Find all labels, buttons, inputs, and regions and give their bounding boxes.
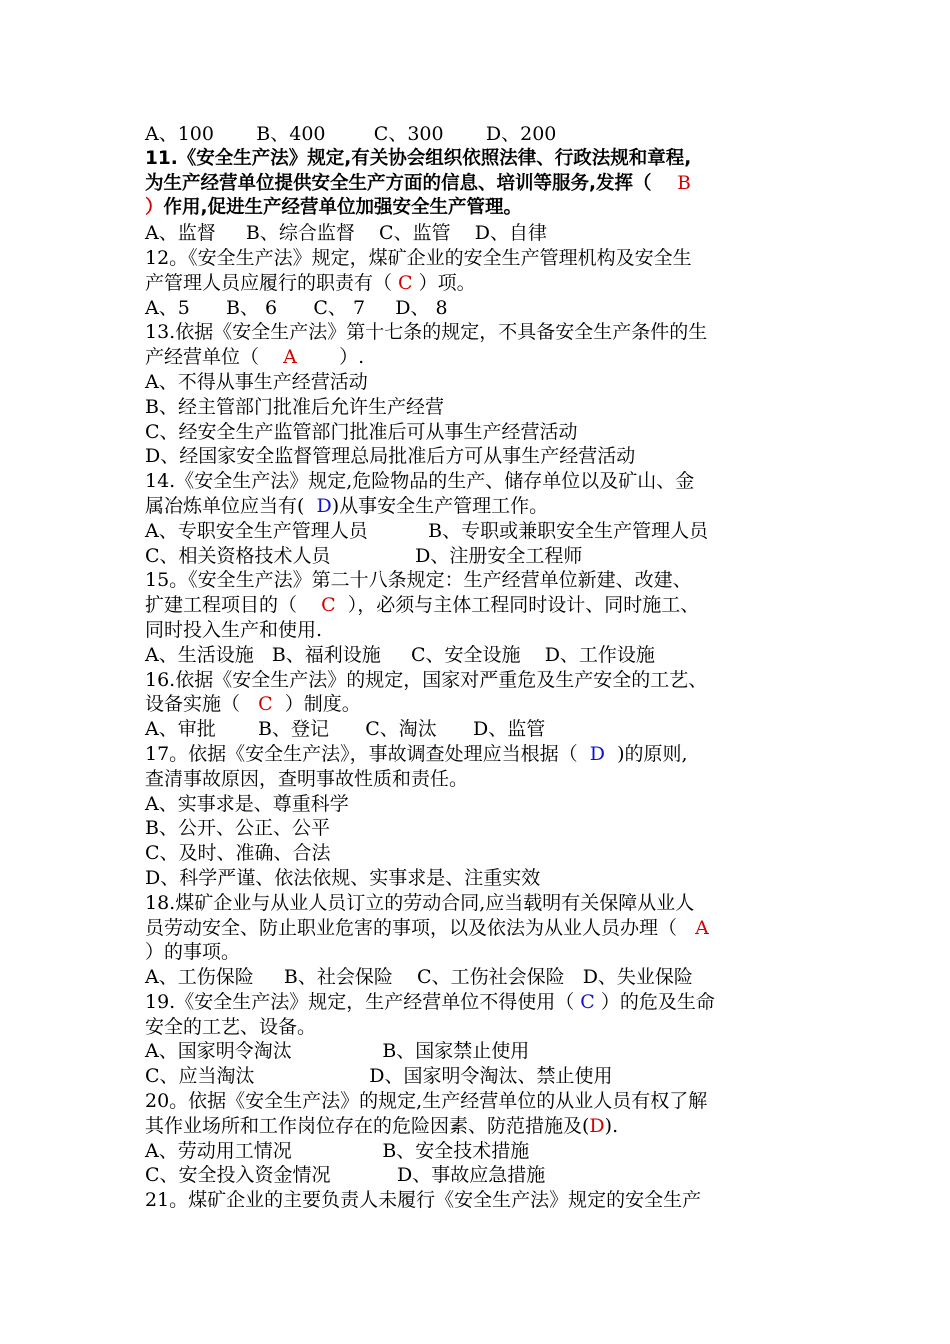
text-line: [145, 1188, 813, 1213]
text-line: [145, 147, 813, 172]
answer-letter: A: [695, 916, 709, 939]
answer-letter: C: [321, 594, 336, 617]
text-line: [145, 1114, 813, 1139]
line-text: B、经主管部门批准后允许生产经营: [145, 395, 444, 418]
text-line: [145, 1039, 813, 1064]
text-line: [145, 841, 813, 866]
text-line: [145, 668, 813, 693]
text-line: [145, 568, 813, 593]
line-text: 20。依据《安全生产法》的规定,生产经营单位的从业人员有权了解: [145, 1090, 708, 1113]
text-line: [145, 643, 813, 668]
text-line: [145, 940, 813, 965]
answer-paren: ）: [145, 197, 164, 219]
answer-letter: C: [580, 990, 595, 1013]
line-text: A、5 B、 6 C、 7 D、 8: [145, 296, 448, 319]
line-text: 属冶炼单位应当有(: [145, 494, 317, 517]
line-text: 15。《安全生产法》第二十八条规定：生产经营单位新建、改建、: [145, 569, 692, 592]
line-text: D、科学严谨、依法依规、实事求是、注重实效: [145, 866, 541, 889]
text-line: [145, 792, 813, 817]
text-line: [145, 1089, 813, 1114]
text-line: [145, 345, 813, 370]
answer-letter: A: [283, 346, 297, 369]
line-text-after: ）制度。: [272, 693, 361, 716]
line-text: C、相关资格技术人员 D、注册安全工程师: [145, 544, 583, 567]
text-line: [145, 1064, 813, 1089]
text-line: [145, 196, 813, 221]
text-line: [145, 420, 813, 445]
line-text: 16.依据《安全生产法》的规定，国家对严重危及生产安全的工艺、: [145, 668, 708, 691]
line-text: 21。煤矿企业的主要负责人未履行《安全生产法》规定的安全生产: [145, 1189, 702, 1212]
line-text: 12。《安全生产法》规定，煤矿企业的安全生产管理机构及安全生: [145, 246, 692, 269]
text-line: [145, 767, 813, 792]
text-line: [145, 692, 813, 717]
text-line: [145, 1139, 813, 1164]
line-text-after: ）项。: [412, 271, 476, 294]
line-text: A、审批 B、登记 C、淘汰 D、监管: [145, 718, 546, 741]
text-line: [145, 395, 813, 420]
line-text: A、不得从事生产经营活动: [145, 370, 368, 393]
answer-letter: D: [589, 742, 605, 765]
line-text: D、经国家安全监督管理总局批准后方可从事生产经营活动: [145, 445, 636, 468]
text-line: [145, 469, 813, 494]
answer-letter: C: [398, 271, 413, 294]
line-text: 扩建工程项目的（: [145, 594, 322, 617]
answer-letter: B: [677, 172, 691, 194]
text-line: [145, 370, 813, 395]
line-text: B、公开、公正、公平: [145, 817, 330, 840]
text-line: [145, 494, 813, 519]
line-text: A、国家明令淘汰 B、国家禁止使用: [145, 1040, 530, 1063]
text-line: [145, 593, 813, 618]
line-text: A、工伤保险 B、社会保险 C、工伤社会保险 D、失业保险: [145, 966, 693, 989]
line-text-rest: 作用,促进生产经营单位加强安全生产管理。: [163, 197, 523, 219]
text-line: [145, 618, 813, 643]
text-line: [145, 172, 813, 197]
text-line: [145, 965, 813, 990]
line-text-after: ）.: [296, 346, 365, 369]
text-line: [145, 816, 813, 841]
text-line: [145, 717, 813, 742]
line-text: C、应当淘汰 D、国家明令淘汰、禁止使用: [145, 1065, 613, 1088]
text-line: [145, 916, 813, 941]
text-line: [145, 990, 813, 1015]
line-text: C、安全投入资金情况 D、事故应急措施: [145, 1164, 546, 1187]
line-text: A、劳动用工情况 B、安全技术措施: [145, 1139, 530, 1162]
line-text: 产经营单位（: [145, 346, 284, 369]
answer-letter: D: [316, 494, 332, 517]
text-line: [145, 122, 813, 147]
text-line: [145, 296, 813, 321]
line-text-after: )从事安全生产管理工作。: [331, 494, 549, 517]
line-text: 17。依据《安全生产法》，事故调查处理应当根据（: [145, 742, 590, 765]
text-line: [145, 866, 813, 891]
line-text: ）的事项。: [145, 941, 241, 964]
line-text: 19.《安全生产法》规定，生产经营单位不得使用（: [145, 990, 581, 1013]
line-text: 安全的工艺、设备。: [145, 1015, 317, 1038]
line-text: C、及时、准确、合法: [145, 842, 331, 865]
text-line: [145, 221, 813, 246]
text-line: [145, 246, 813, 271]
line-text: C、经安全生产监管部门批准后可从事生产经营活动: [145, 420, 578, 443]
text-line: [145, 444, 813, 469]
text-line: [145, 1015, 813, 1040]
text-line: [145, 320, 813, 345]
text-line: [145, 544, 813, 569]
line-text: 11.《安全生产法》规定,有关协会组织依照法律、行政法规和章程,: [145, 147, 692, 169]
document-page: [145, 122, 813, 1213]
text-line: [145, 519, 813, 544]
line-text-after: ).: [604, 1114, 619, 1137]
line-text: 13.依据《安全生产法》第十七条的规定，不具备安全生产条件的生: [145, 321, 708, 344]
text-line: [145, 1163, 813, 1188]
line-text: 员劳动安全、防止职业危害的事项，以及依法为从业人员办理（: [145, 916, 696, 939]
line-text-after: )的原则,: [605, 742, 688, 765]
line-text: 其作业场所和工作岗位存在的危险因素、防范措施及(: [145, 1114, 590, 1137]
line-text: 查清事故原因，查明事故性质和责任。: [145, 767, 469, 790]
line-text-after: ），必须与主体工程同时设计、同时施工、: [335, 594, 700, 617]
line-text: 14.《安全生产法》规定,危险物品的生产、储存单位以及矿山、金: [145, 470, 695, 493]
line-text: A、实事求是、尊重科学: [145, 792, 349, 815]
line-text-after: ）的危及生命: [594, 990, 715, 1013]
text-line: [145, 271, 813, 296]
line-text: 为生产经营单位提供安全生产方面的信息、培训等服务,发挥（: [145, 172, 678, 194]
line-text: A、监督 B、综合监督 C、监管 D、自律: [145, 222, 547, 245]
line-text: 同时投入生产和使用.: [145, 618, 323, 641]
line-text: 产管理人员应履行的职责有（: [145, 271, 399, 294]
answer-letter: D: [589, 1114, 605, 1137]
answer-letter: C: [258, 693, 273, 716]
line-text: A、专职安全生产管理人员 B、专职或兼职安全生产管理人员: [145, 519, 709, 542]
line-text: 18.煤矿企业与从业人员订立的劳动合同,应当载明有关保障从业人: [145, 891, 695, 914]
line-text: 设备实施（: [145, 693, 259, 716]
line-text: [145, 197, 522, 218]
text-line: [145, 742, 813, 767]
line-text: A、100 B、400 C、300 D、200: [145, 123, 557, 145]
line-text: A、生活设施 B、福利设施 C、安全设施 D、工作设施: [145, 643, 655, 666]
text-line: [145, 891, 813, 916]
